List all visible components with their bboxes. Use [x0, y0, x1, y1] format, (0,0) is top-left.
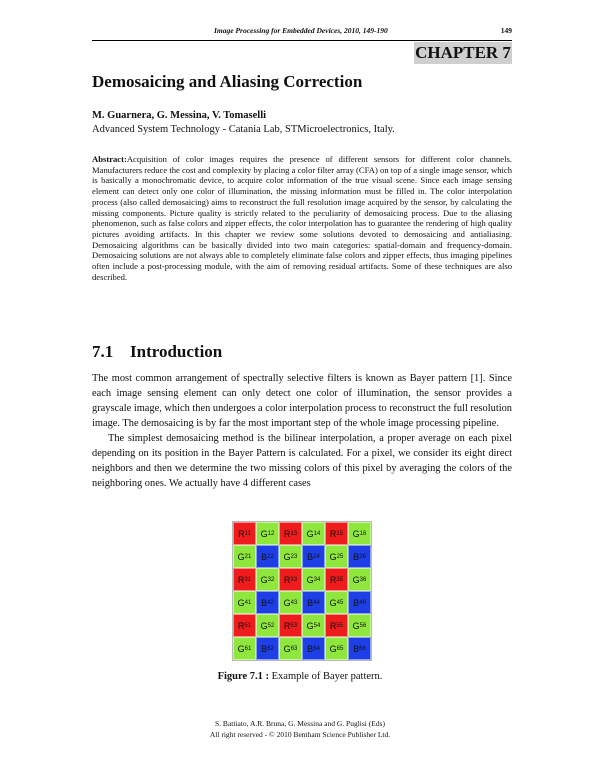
bayer-cell: G 54 — [302, 614, 325, 637]
bayer-cell: B 24 — [302, 545, 325, 568]
bayer-cell: R 53 — [279, 614, 302, 637]
bayer-pattern-figure — [232, 521, 372, 661]
bayer-cell: B 46 — [348, 591, 371, 614]
bayer-cell: B 64 — [302, 637, 325, 660]
bayer-cell: G 61 — [233, 637, 256, 660]
running-title: Image Processing for Embedded Devices, 2010, 149-190 — [214, 26, 388, 35]
bayer-cell: G 56 — [348, 614, 371, 637]
bayer-cell: G 12 — [256, 522, 279, 545]
footer — [0, 718, 600, 740]
figure-caption-text: Example of Bayer pattern. — [271, 671, 383, 682]
bayer-cell: G 63 — [279, 637, 302, 660]
figure-caption — [0, 671, 600, 682]
abstract-text: Acquisition of color images requires the presence of different sensors for different color channels. Manufacturers reduce the cost and complexity by placing a color filter array (CFA) on top of a single image sensor, which is basically a monochromatic device, to acquire color information of the true visual scene. Since each image sensing element can detect only one color of illumination, the missing information must be filled in. The color interpolation process (also called demosaicing) aims to reconstruct the full resolution image acquired by the sensor, by calculating the missing components. Picture quality is strictly related to the peculiarity of demosaicing process. Due to the aliasing phenomenon, such as false colors and zipper effects, the color interpolation has to guarantee the rendering of high quality pictures avoiding artifacts. In this chapter we review some solutions devoted to demosaicing and antialiasing. Demosaicing algorithms can be basically divided into two main categories: spatial-domain and frequency-domain. Demosaicing solutions are not always able to completely eliminate false colors and zipper effects, thus imaging pipelines often include a post-processing module, with the aim of removing residual artifacts. Some of these techniques are also described. — [92, 154, 512, 282]
bayer-cell: G 65 — [325, 637, 348, 660]
bayer-cell: G 25 — [325, 545, 348, 568]
bayer-cell: B 44 — [302, 591, 325, 614]
bayer-cell: R 51 — [233, 614, 256, 637]
bayer-cell: G 34 — [302, 568, 325, 591]
affiliation: Advanced System Technology - Catania Lab, STMicroelectronics, Italy. — [92, 124, 395, 135]
paragraph-1: The most common arrangement of spectrally selective filters is known as Bayer pattern [1]. Since each image sensing element can only detect one color of illumination, the sensor provides a grayscale image, which then undergoes a color interpolation process to reconstruct the full resolution image. The demosaicing is by far the most important step of the whole image processing pipeline. — [92, 373, 512, 429]
paragraph-2: The simplest demosaicing method is the bilinear interpolation, a proper average on each pixel depending on its position in the Bayer Pattern is calculated. For a pixel, we consider its eight direct neighbors and then we determine the two missing colors of this pixel by averaging the colors of the neighboring ones. We actually have 4 different cases — [92, 433, 512, 489]
bayer-cell: R 11 — [233, 522, 256, 545]
bayer-cell: G 16 — [348, 522, 371, 545]
bayer-cell: G 52 — [256, 614, 279, 637]
section-heading — [92, 342, 222, 362]
footer-editors: S. Battiato, A.R. Bruna, G. Messina and G. Puglisi (Eds) — [215, 719, 385, 728]
section-number: 7.1 — [92, 342, 114, 361]
bayer-cell: B 26 — [348, 545, 371, 568]
bayer-cell: R 35 — [325, 568, 348, 591]
bayer-cell: B 66 — [348, 637, 371, 660]
bayer-cell: G 14 — [302, 522, 325, 545]
bayer-cell: B 62 — [256, 637, 279, 660]
bayer-cell: R 33 — [279, 568, 302, 591]
chapter-title: Demosaicing and Aliasing Correction — [92, 72, 363, 91]
bayer-cell: R 15 — [325, 522, 348, 545]
bayer-cell: G 36 — [348, 568, 371, 591]
header-rule — [92, 40, 512, 41]
bayer-cell: G 43 — [279, 591, 302, 614]
abstract-label: Abstract: — [92, 154, 127, 164]
bayer-cell: G 45 — [325, 591, 348, 614]
bayer-cell: G 32 — [256, 568, 279, 591]
bayer-cell: G 21 — [233, 545, 256, 568]
page-number: 149 — [500, 26, 512, 35]
chapter-label: CHAPTER 7 — [415, 43, 511, 62]
abstract — [92, 154, 512, 282]
bayer-cell: G 41 — [233, 591, 256, 614]
footer-copyright: All right reserved - © 2010 Bentham Science Publisher Ltd. — [209, 730, 391, 739]
figure-label: Figure 7.1 : — [217, 671, 269, 682]
bayer-cell: B 42 — [256, 591, 279, 614]
bayer-cell: R 55 — [325, 614, 348, 637]
bayer-cell: G 23 — [279, 545, 302, 568]
bayer-cell: B 22 — [256, 545, 279, 568]
authors: M. Guarnera, G. Messina, V. Tomaselli — [92, 110, 267, 121]
bayer-cell: R 13 — [279, 522, 302, 545]
body-text — [92, 371, 512, 491]
section-title: Introduction — [130, 342, 223, 361]
bayer-cell: R 31 — [233, 568, 256, 591]
